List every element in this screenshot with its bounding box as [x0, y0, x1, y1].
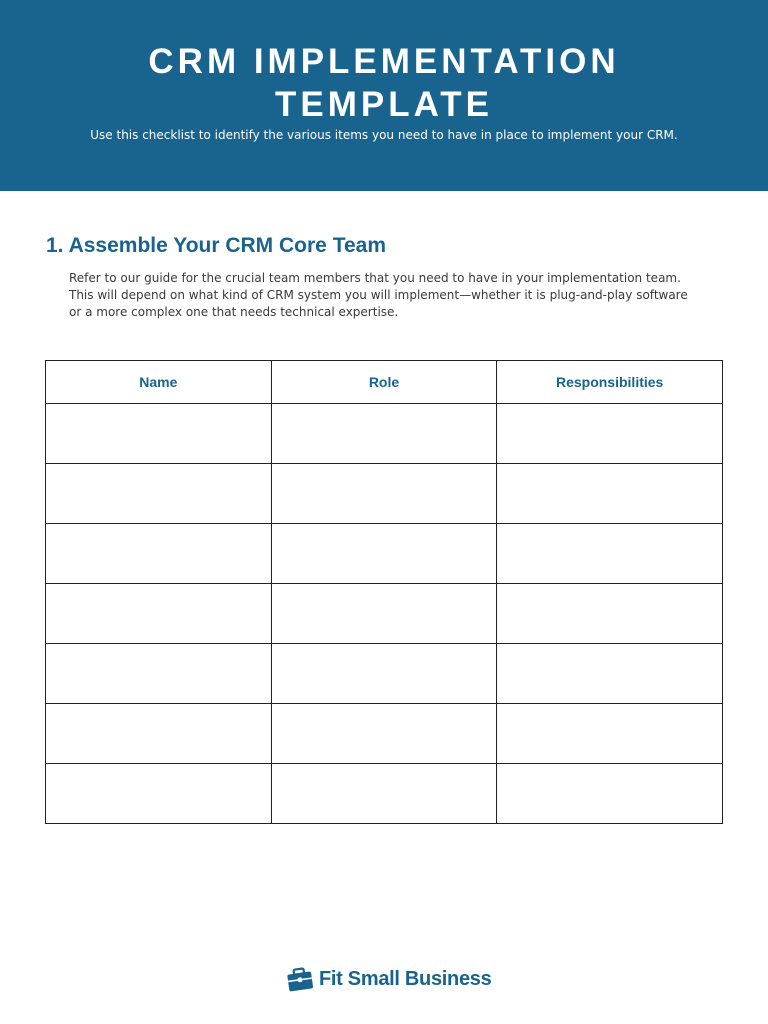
page-header — [0, 0, 768, 191]
page-title-line-1: CRM IMPLEMENTATION — [148, 42, 620, 81]
table-cell-responsibilities[interactable] — [497, 404, 723, 464]
table-cell-responsibilities[interactable] — [497, 524, 723, 584]
table-cell-role[interactable] — [271, 584, 497, 644]
table-cell-name[interactable] — [46, 584, 272, 644]
column-header-name: Name — [46, 361, 272, 404]
table-cell-role[interactable] — [271, 524, 497, 584]
section-description — [69, 270, 709, 321]
team-table — [45, 360, 723, 824]
page-title — [0, 40, 768, 126]
table-header-row — [46, 361, 723, 404]
brand-logo[interactable] — [286, 964, 491, 994]
table-cell-responsibilities[interactable] — [497, 644, 723, 704]
table-cell-name[interactable] — [46, 464, 272, 524]
table-row — [46, 764, 723, 824]
table-cell-role[interactable] — [271, 464, 497, 524]
section-description-line: Refer to our guide for the crucial team members that you need to have in your implementation team. — [69, 271, 681, 285]
table-cell-role[interactable] — [271, 404, 497, 464]
table-cell-name[interactable] — [46, 524, 272, 584]
table-cell-name[interactable] — [46, 764, 272, 824]
table-cell-responsibilities[interactable] — [497, 764, 723, 824]
table-cell-responsibilities[interactable] — [497, 704, 723, 764]
table-row — [46, 644, 723, 704]
table-cell-role[interactable] — [271, 764, 497, 824]
column-header-responsibilities: Responsibilities — [497, 361, 723, 404]
table-cell-name[interactable] — [46, 644, 272, 704]
section-description-line: This will depend on what kind of CRM system you will implement—whether it is plug-and-play software — [69, 288, 688, 302]
page-subtitle: Use this checklist to identify the various items you need to have in place to implement your CRM. — [90, 128, 678, 142]
table-cell-responsibilities[interactable] — [497, 584, 723, 644]
table-cell-role[interactable] — [271, 644, 497, 704]
table-cell-name[interactable] — [46, 404, 272, 464]
column-header-role: Role — [271, 361, 497, 404]
table-cell-responsibilities[interactable] — [497, 464, 723, 524]
brand-logo-text: Fit Small Business — [319, 967, 492, 990]
page-title-line-2: TEMPLATE — [274, 85, 493, 124]
table-row — [46, 704, 723, 764]
section-description-line: or a more complex one that needs technical expertise. — [69, 305, 399, 319]
table-row — [46, 464, 723, 524]
section-title: 1. Assemble Your CRM Core Team — [46, 234, 386, 257]
table-cell-role[interactable] — [271, 704, 497, 764]
briefcase-icon — [286, 966, 314, 992]
table-row — [46, 584, 723, 644]
table-row — [46, 404, 723, 464]
table-row — [46, 524, 723, 584]
table-cell-name[interactable] — [46, 704, 272, 764]
